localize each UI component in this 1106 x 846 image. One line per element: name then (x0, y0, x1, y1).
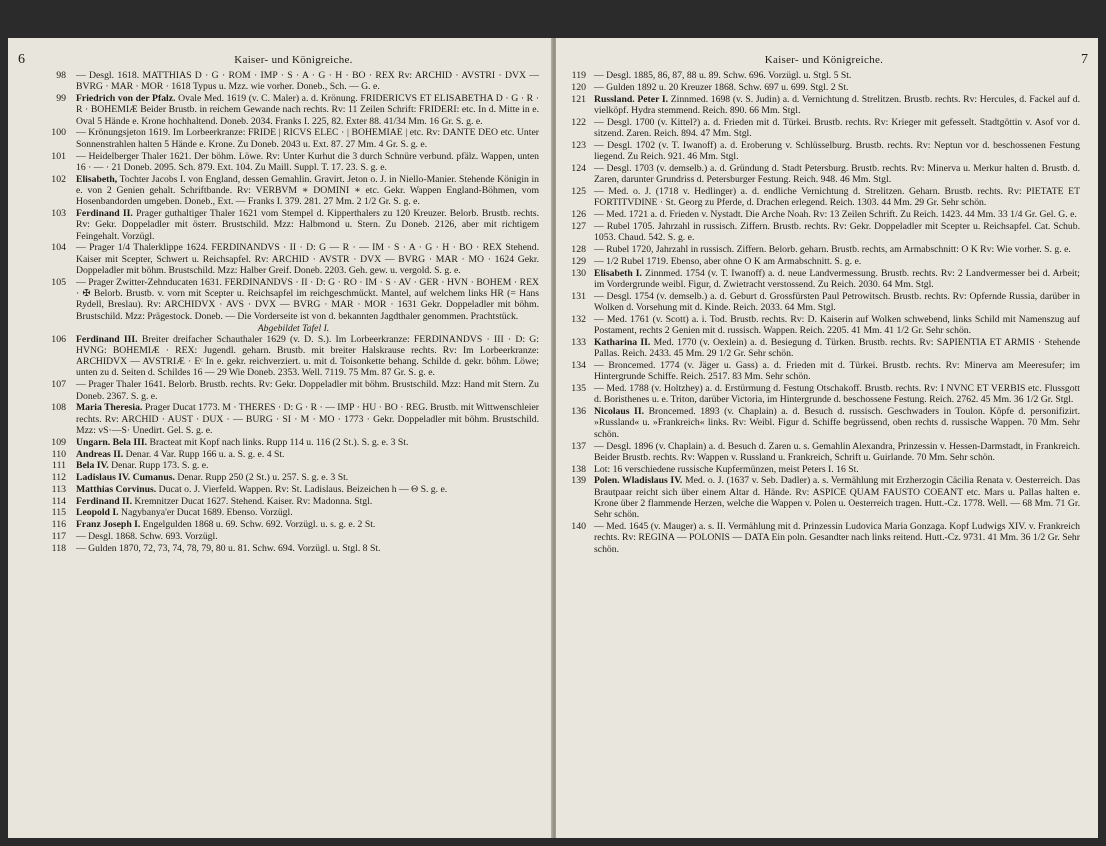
catalog-entry (568, 117, 1080, 140)
catalog-entry (568, 256, 1080, 267)
entry-heading: Friedrich von der Pfalz. (76, 93, 176, 105)
lot-number: 100 (51, 127, 66, 139)
catalog-entry (568, 383, 1080, 406)
entry-text: Lot: 16 verschiedene russische Kupfermünzen, meist Peters I. 16 St. (594, 463, 859, 475)
lot-number: 126 (571, 209, 586, 221)
catalog-entry (48, 472, 539, 483)
running-head-left (18, 48, 539, 70)
catalog-entry (568, 140, 1080, 163)
entry-heading: Maria Theresia. (76, 402, 143, 414)
entry-text: Med. o. J. (1637 v. Seb. Dadler) a. s. Vermählung mit Erzherzogin Cäcilia Renata v. Oesterreich. Das Brautpaar reicht sich über einem Altar d. Hände. Rv: ASPICE QUAM FAUSTO COEANT etc. Mars u. Pallas halten e. Krone über 2 flammende Herzen, welche die Wappen v. Polen u. Oesterreich tragen. Hutt.-Cz. 1778. Well. — 68 Mm. 71 Gr. Sehr schön. (594, 475, 1080, 521)
entry-text: — Desgl. 1703 (v. demselb.) a. d. Gründung d. Stadt Petersburg. Brustb. rechts. Rv: Minerva u. Merkur halten d. Brustb. d. Zaren, darunter Grundriss d. Petersburger Festung. Reich. 948. 46 Mm. Stgl. (594, 162, 1080, 186)
book-spread (8, 38, 1098, 838)
entry-text: Nagybanya'er Ducat 1689. Ebenso. Vorzügl. (120, 507, 293, 519)
catalog-entry (568, 464, 1080, 475)
lot-number: 109 (51, 436, 66, 448)
lot-number: 111 (52, 460, 66, 472)
catalog-entry (48, 484, 539, 495)
entry-text: Kremnitzer Ducat 1627. Stehend. Kaiser. Rv: Madonna. Stgl. (134, 495, 373, 507)
lot-number: 137 (571, 440, 586, 452)
catalog-entry (568, 82, 1080, 93)
entry-text: — Desgl. 1754 (v. demselb.) a. d. Geburt d. Grossfürsten Paul Petrowitsch. Brustb. rechts. Rv: Opfernde Russia, darüber in Wolken d. Vorsehung mit d. Kinde. Reich. 2033. 64 Mm. Stgl. (594, 290, 1080, 313)
entry-text: — Med. o. J. (1718 v. Hedlinger) a. d. endliche Vernichtung d. Strelitzen. Geharn. Brustb. rechts. Rv: PIETATE ET FORTITVDINE · St. Georg zu Pferde, d. Drachen erlegend. Reich. 1303. 44 Mm. 29 Gr. Sehr schön. (594, 185, 1080, 209)
catalog-entry (568, 291, 1080, 314)
lot-number: 121 (571, 93, 586, 105)
entry-heading: Ferdinand II. (76, 495, 132, 507)
lot-number: 108 (51, 402, 66, 414)
plate-caption: Abgebildet Tafel I. (257, 322, 330, 334)
lot-number: 110 (51, 448, 66, 460)
catalog-entry (568, 360, 1080, 383)
entry-heading: Ladislaus IV. Cumanus. (76, 472, 175, 484)
entry-text: Zinnmed. 1754 (v. T. Iwanoff) a. d. neue Landvermessung. Brustb. rechts. Rv: 2 Landvermesser bei d. Arbeit; im Vordergrunde weibl. Figur, d. Zwietracht verstossend. Zu Reich. 2030. 64 Mm. Stgl. (594, 267, 1081, 290)
entry-heading: Katharina II. (594, 336, 651, 348)
entry-heading: Polen. Wladislaus IV. (594, 475, 683, 487)
catalog-entry (568, 186, 1080, 209)
lot-number: 122 (571, 116, 586, 128)
lot-number: 136 (571, 406, 586, 418)
entry-text: Engelgulden 1868 u. 69. Schw. 692. Vorzügl. u. s. g. e. 2 St. (142, 519, 376, 531)
entry-text: — Gulden 1870, 72, 73, 74, 78, 79, 80 u. 81. Schw. 694. Vorzügl. u. Stgl. 8 St. (76, 542, 381, 554)
lot-number: 99 (56, 93, 66, 105)
entry-text: Denar. 4 Var. Rupp 166 u. a. S. g. e. 4 St. (125, 448, 285, 460)
entry-text: Ducat o. J. Vierfeld. Wappen. Rv: St. Ladislaus. Beizeichen h — Θ S. g. e. (158, 483, 448, 495)
entry-text: — Prager Thaler 1641. Belorb. Brustb. rechts. Rv: Gekr. Doppeladler mit böhm. Brustschild. Mzz: Hand mit Stern. Zu Doneb. 2367. S. g. e. (76, 379, 539, 402)
catalog-entry (48, 379, 539, 402)
lot-number: 103 (51, 208, 66, 220)
catalog-entry (568, 314, 1080, 337)
lot-number: 139 (571, 475, 586, 487)
entry-text: Med. 1770 (v. Oexlein) a. d. Besiegung d. Türken. Brustb. rechts. Rv: SAPIENTIA ET ARMIS · Stehende Pallas. Reich. 2433. 45 Mm. 29 1/2 Gr. Sehr schön. (594, 336, 1080, 360)
catalog-entry (48, 127, 539, 150)
entry-heading: Elisabeth I. (594, 267, 642, 279)
lot-number: 112 (51, 472, 66, 484)
entry-text: Broncemed. 1893 (v. Chaplain) a. d. Besuch d. russisch. Geschwaders in Toulon. Köpfe d. personifizirt. »Russland« u. »Frankreich« links. Rv: Weibl. Figur d. Schiffe begrüssend, oben rechts d. russische Wappen. 70 Mm. Sehr schön. (594, 406, 1080, 440)
entry-text: — Prager 1/4 Thalerklippe 1624. FERDINANDVS · II · D: G — R · — IM · S · A · G · H · BO · REX Stehend. Kaiser mit Scepter, Schwert u. Reichsapfel. Rv: ARCHID · AVSTR · DVX — BVRG · MAR · MO · 1624 Gekr. Doppeladler mit böhm. Brustschild. Mzz: Halber Greif. Doneb. 2203. Geh. gew. u. vergold. S. g. e. (76, 242, 539, 277)
catalog-entry (568, 244, 1080, 255)
entry-text: — Desgl. 1885, 86, 87, 88 u. 89. Schw. 696. Vorzügl. u. Stgl. 5 St. (594, 70, 852, 81)
entry-heading: Nicolaus II. (594, 406, 645, 418)
entry-text: — Med. 1721 a. d. Frieden v. Nystadt. Die Arche Noah. Rv: 13 Zeilen Schrift. Zu Reich. 1423. 44 Mm. 33 1/4 Gr. Gel. G. e. (594, 209, 1077, 221)
entry-heading: Ferdinand II. (76, 208, 133, 220)
entry-heading: Ferdinand III. (76, 333, 138, 345)
catalog-entry (568, 70, 1080, 81)
catalog-entry (48, 496, 539, 507)
running-title: Kaiser- und Königreiche. (764, 54, 884, 66)
entry-text: — Prager Zwitter-Zehnducaten 1631. FERDINANDVS · II · D: G · RO · IM · S · AV · GER · HVN · BOHEM · REX · ✠ Belorb. Brustb. v. vorn mit Scepter u. Reichsapfel im reichgeschmückt. Mantel, auf welchem links HR (= Hans Rydell, Breslau). Rv: ARCHIDVX · AVS · DVX — BVRG · MAR · MOR · 1631 Gekr. Doppeladler mit böhm. Brustschild. Mzz: Prägestock. Doneb. — Die Vorderseite ist von d. bekannten Jagdthaler genommen. Prachtstück. (76, 276, 539, 322)
entry-text: — Rubel 1705. Jahrzahl in russisch. Ziffern. Brustb. rechts. Rv: Gekr. Doppeladler mit Scepter u. Reichsapfel. Cat. Schub. 1053. Chaud. 542. S. g. e. (594, 220, 1080, 244)
lot-number: 132 (571, 313, 586, 325)
lot-number: 120 (571, 81, 586, 93)
lot-number: 101 (51, 150, 66, 162)
catalog-entry (48, 70, 539, 93)
lot-number: 133 (571, 336, 586, 348)
lot-number: 98 (56, 70, 66, 81)
catalog-entry (48, 277, 539, 322)
entry-text: — Rubel 1720, Jahrzahl in russisch. Ziffern. Belorb. geharn. Brustb. rechts, am Armabschnitt: O K Rv: Wie vorher. S. g. e. (594, 243, 1071, 255)
entry-text: — Desgl. 1896 (v. Chaplain) a. d. Besuch d. Zaren u. s. Gemahlin Alexandra, Prinzessin v. Hessen-Darmstadt, in Frankreich. Beider Brustb. rechts. Rv: Wappen v. Russland u. Frankreich, Schrift u. Guirlande. 70 Mm. Sehr schön. (594, 440, 1080, 463)
entry-text: — Gulden 1892 u. 20 Kreuzer 1868. Schw. 697 u. 699. Stgl. 2 St. (594, 81, 849, 93)
catalog-entry (48, 519, 539, 530)
entry-heading: Ungarn. Bela III. (76, 436, 148, 448)
entry-text: Zinnmed. 1698 (v. S. Judin) a. d. Vernichtung d. Strelitzen. Brustb. rechts. Rv: Hercules, d. Fackel auf d. vielköpf. Hydra stemmend. Reich. 890. 66 Mm. Stgl. (594, 93, 1081, 116)
entry-text: — Med. 1761 (v. Scott) a. i. Tod. Brustb. rechts. Rv: D. Kaiserin auf Wolken schwebend, links Schild mit Namenszug auf Postament, rechts 2 Genien mit d. russisch. Wappen. Reich. 2205. 41 Mm. 41 1/2 Gr. Sehr schön. (594, 313, 1080, 337)
catalog-entry (48, 437, 539, 448)
entry-text: — Krönungsjeton 1619. Im Lorbeerkranze: FRIDE | RICVS ELEC · | BOHEMIAE | etc. Rv: DANTE DEO etc. Unter Sonnenstrahlen halten 5 Hände e. Krone. Zu Doneb. 2043 u. Ext. 87. 27 Mm. 4 Gr. S. g. e. (76, 127, 539, 150)
catalog-entry (568, 441, 1080, 464)
lot-number: 119 (571, 70, 586, 81)
catalog-entry (568, 337, 1080, 360)
entry-text: — Desgl. 1700 (v. Kittel?) a. d. Frieden mit d. Türkei. Brustb. rechts. Rv: Krieger mit gefesselt. Stadtgöttin v. Asof vor d. sitzend. Zaren. Reich. 894. 47 Mm. Stgl. (594, 116, 1080, 139)
page-number: 6 (18, 52, 25, 67)
lot-number: 113 (51, 483, 66, 495)
running-title: Kaiser- und Königreiche. (234, 54, 353, 66)
entry-text: Breiter dreifacher Schauthaler 1629 (v. D. S.). Im Lorbeerkranze: FERDINANDVS · III · D: G: HVNG: BOHEMIÆ · REX: Jugendl. geharn. Brustb. mit breiter Halskrause rechts. Rv: Im Lorbeerkranze: ARCHIDVX — AVSTRIÆ · Eᶜ In e. gekr. reichverziert. u. mit d. Toisonkette behang. Schilde d. gekr. böhm. Löwe; unten zu d. Seiten d. Schildes 16 — 29 Wie Doneb. 2353. Well. 7119. 75 Mm. 87 Gr. S. g. e. (76, 333, 539, 379)
entry-heading: Leopold I. (76, 507, 119, 519)
entry-text: — Desgl. 1868. Schw. 693. Vorzügl. (76, 531, 218, 543)
catalog-entry (48, 208, 539, 242)
catalog-entry (48, 402, 539, 436)
catalog-entry (568, 521, 1080, 555)
catalog-entry (568, 94, 1080, 117)
lot-number: 104 (51, 242, 66, 254)
lot-number: 115 (51, 507, 66, 519)
catalog-entry (568, 209, 1080, 220)
running-head-right (568, 48, 1088, 70)
catalog-entry (568, 475, 1080, 520)
entry-heading: Andreas II. (76, 448, 124, 460)
lot-number: 106 (51, 333, 66, 345)
right-page (556, 38, 1098, 838)
catalog-entry (48, 531, 539, 542)
entry-text: — Broncemed. 1774 (v. Jäger u. Gass) a. d. Frieden mit d. Türkei. Brustb. rechts. Rv: Minerva am Meeresufer; im Hintergrunde Schiffe. Reich. 2517. 83 Mm. Sehr schön. (594, 359, 1080, 383)
lot-number: 117 (51, 531, 66, 543)
page-number: 7 (1081, 52, 1088, 67)
lot-number: 127 (571, 220, 586, 232)
entry-heading: Russland. Peter I. (594, 93, 669, 105)
entry-text: Ovale Med. 1619 (v. C. Maler) a. d. Krönung. FRIDERICVS ET ELISABETHA D · G · R · R · BOHEMIÆ Beider Brustb. in reichem Gewande nach rechts. Rv: 11 Zeilen Schrift: FRIDERI: etc. In d. Mitte in e. Oval 5 Hände e. Krone hochhaltend. Doneb. 2034. Franks I. 225, 82. Exter 88. 41/34 Mm. 16 Gr. S. g. e. (76, 93, 539, 127)
lot-number: 131 (571, 290, 586, 302)
entry-list (568, 70, 1080, 555)
entry-text: — 1/2 Rubel 1719. Ebenso, aber ohne O K am Armabschnitt. S. g. e. (594, 255, 862, 267)
entry-text: — Heidelberger Thaler 1621. Der böhm. Löwe. Rv: Unter Kurhut die 3 durch Schnüre verbund. pfälz. Wappen, unten 16 · — · 21 Doneb. 2095. Sch. 879. Ext. 104. Zu Maill. Suppl. T. 17. 23. S. g. e. (76, 150, 539, 173)
entry-text: — Desgl. 1702 (v. T. Iwanoff) a. d. Eroberung v. Schlüsselburg. Brustb. rechts. Rv: Neptun vor d. beschossenen Festung liegend. Zu Reich. 921. 46 Mm. Stgl. (594, 139, 1080, 163)
catalog-entry (568, 221, 1080, 244)
lot-number: 114 (51, 495, 66, 507)
catalog-entry (48, 174, 539, 208)
entry-text: — Med. 1645 (v. Mauger) a. s. II. Vermählung mit d. Prinzessin Ludovica Maria Gonzaga. Kopf Ludwigs XIV. v. Frankreich rechts. Rv: REGINA — POLONIS — DATA Ein poln. Gesandter nach links reitend. Hutt.-Cz. 9731. 41 Mm. 36 1/2 Gr. Sehr schön. (594, 521, 1080, 555)
entry-text: Tochter Jacobs I. von England, dessen Gemahlin. Gravirt. Jeton o. J. in Niello-Manier. Stehende Königin in e. von 2 Genien gehalt. Schriftbande. Rv: VERBVM ∗ DOMINI ∗ etc. Gekr. Wappen England-Böhmen, vom Hosenbandorden umgeben. Doneb., Ext. — Franks I. 379. 281. 27 Mm. 2 1/2 Gr. S. g. e. (76, 173, 540, 208)
entry-heading: Elisabeth, (76, 173, 118, 185)
entry-list (48, 70, 539, 554)
entry-text: Bracteat mit Kopf nach links. Rupp 114 u. 116 (2 St.). S. g. e. 3 St. (149, 436, 409, 448)
left-page (8, 38, 553, 838)
catalog-entry (48, 460, 539, 471)
catalog-entry (48, 242, 539, 276)
catalog-entry (48, 507, 539, 518)
lot-number: 123 (571, 139, 586, 151)
lot-number: 135 (571, 383, 586, 395)
lot-number: 140 (571, 521, 586, 533)
catalog-entry (568, 163, 1080, 186)
entry-text: — Desgl. 1618. MATTHIAS D · G · ROM · IMP · S · A · G · H · BO · REX Rv: ARCHID · AVSTRI · DVX — BVRG · MAR · MOR · 1618 Typus u. Mzz. wie vorher. Doneb., Sch. — G. e. (76, 70, 539, 93)
lot-number: 105 (51, 276, 66, 288)
lot-number: 128 (571, 243, 586, 255)
entry-heading: Matthias Corvinus. (76, 483, 157, 495)
entry-text: Prager guthaltiger Thaler 1621 vom Stempel d. Kipperthalers zu 120 Kreuzer. Belorb. Brustb. rechts. Rv: Gekr. Doppeladler mit österr. Brustschild. Mzz: Halbmond u. Stern. Zu Doneb. 2126, aber mit richtigem Feingehalt. Vorzügl. (76, 208, 539, 242)
lot-number: 134 (571, 359, 586, 371)
lot-number: 129 (571, 255, 586, 267)
lot-number: 125 (571, 185, 586, 197)
lot-number: 130 (571, 267, 586, 279)
entry-text: — Med. 1788 (v. Holtzhey) a. d. Erstürmung d. Festung Otschakoff. Brustb. rechts. Rv: I NVNC ET VERBIS etc. Flussgott d. Boristhenes u. e. Triton, darüber Victoria, im Hintergrunde d. beschossene Festung. Reich. 2762. 45 Mm. 36 1/2 Gr. Stgl. (594, 383, 1080, 406)
entry-text: Denar. Rupp 173. S. g. e. (111, 460, 209, 472)
entry-heading: Bela IV. (76, 460, 109, 472)
catalog-entry (48, 93, 539, 127)
lot-number: 138 (571, 463, 586, 475)
lot-number: 107 (51, 379, 66, 391)
lot-number: 116 (51, 519, 66, 531)
lot-number: 124 (571, 162, 586, 174)
lot-number: 118 (51, 542, 66, 554)
entry-text: Denar. Rupp 250 (2 St.) u. 257. S. g. e. 3 St. (177, 472, 349, 484)
catalog-entry (48, 334, 539, 379)
catalog-entry (48, 151, 539, 174)
catalog-entry (568, 268, 1080, 291)
catalog-entry (568, 406, 1080, 440)
lot-number: 102 (51, 173, 66, 185)
entry-heading: Franz Joseph I. (76, 519, 141, 531)
catalog-entry (48, 543, 539, 554)
catalog-entry (48, 449, 539, 460)
entry-text: Prager Ducat 1773. M · THERES · D: G · R · — IMP · HU · BO · REG. Brustb. mit Wittwenschleier rechts. Rv: ARCHID · AUST · DUX · — BURG · SI · M · MO · 1773 · Gekr. Doppeladler mit böhm. Brustschild. Mzz: vS·—S· Unedirt. Gel. S. g. e. (76, 402, 540, 436)
